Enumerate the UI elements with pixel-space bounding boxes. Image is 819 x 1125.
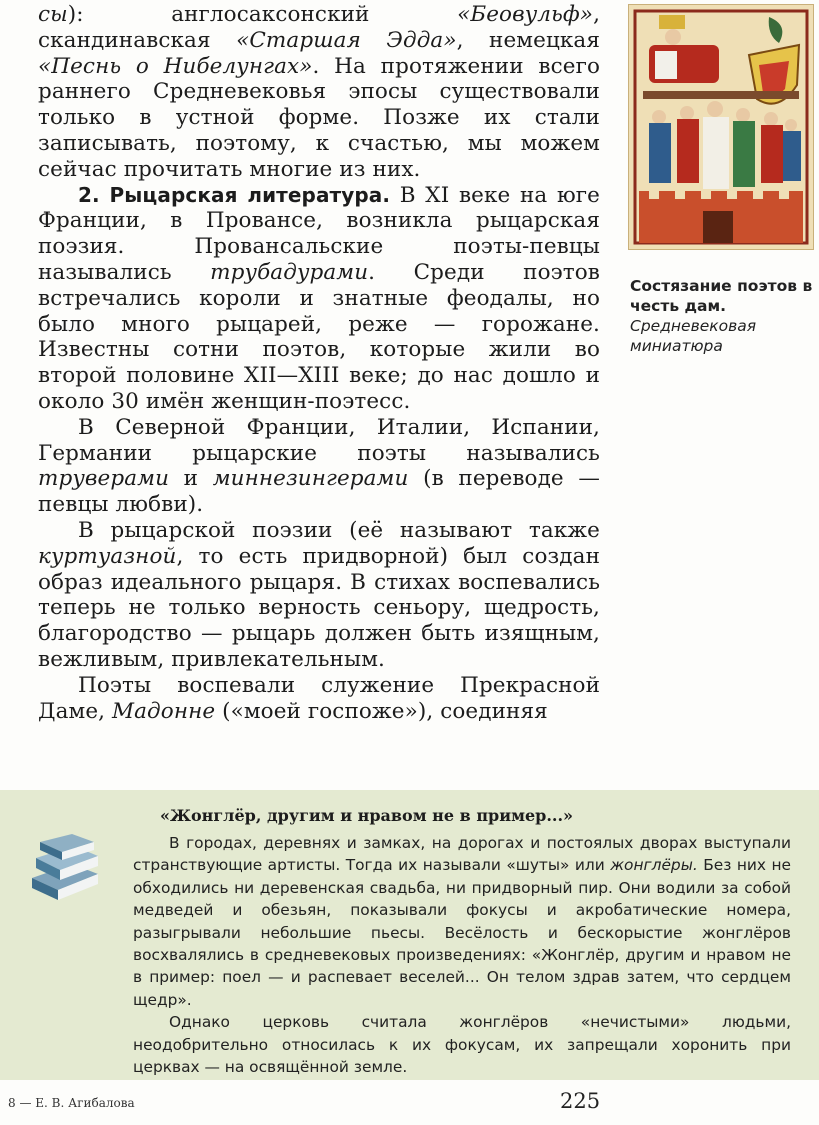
main-text (38, 2, 600, 724)
paragraph-knightly-literature: 2. Рыцарская литература. В XI веке на юге Франции, в Провансе, возникла рыцарская поэзия. Провансальские поэты-певцы назывались трубадурами. Среди поэтов встречались короли и знатные феодалы, но было много рыцарей, реже — горожане. Известны сотни поэтов, которые жили во второй половине XII—XIII веке; до нас дошло и около 30 имён женщин-поэтесс. (38, 182, 600, 414)
paragraph-epic-end: сы): англосаксонский «Беовульф», скандинавская «Старшая Эдда», немецкая «Песнь о Нибелунгах». На протяжении всего раннего Средневековья эпосы существовали только в устной форме. Позже их стали записывать, поэтому, к счастью, мы можем сейчас прочитать многие из них. (38, 2, 600, 182)
balcony-rail (643, 91, 799, 99)
sidebar-title: «Жонглёр, другим и нравом не в пример...» (160, 806, 574, 825)
page-number: 225 (560, 1089, 601, 1113)
paragraph-trouveres: В Северной Франции, Италии, Испании, Германии рыцарские поэты назывались труверами и миннезингерами (в переводе — певцы любви). (38, 414, 600, 518)
figure-caption (630, 276, 816, 356)
footer-signature: 8 — Е. В. Агибалова (8, 1096, 135, 1110)
ermine-cape (655, 51, 677, 79)
miniature-image (629, 5, 813, 249)
medieval-miniature-illustration (628, 4, 814, 250)
sidebar-body (133, 832, 791, 1078)
paragraph-courtly-poetry: В рыцарской поэзии (её называют также куртуазной, то есть придворной) был создан образ идеального рыцаря. В стихах воспевались теперь не только верность сеньору, щедрость, благородство — рыцарь должен быть изящным, вежливым, привлекательным. (38, 517, 600, 672)
crown (659, 15, 685, 29)
caption-subtitle: Средневековая миниатюра (630, 317, 757, 355)
caption-title: Состязание поэтов в честь дам. (630, 277, 813, 315)
king-head (665, 29, 681, 45)
section-heading: 2. Рыцарская литература. (78, 182, 391, 207)
sidebar-paragraph: В городах, деревнях и замках, на дорогах и постоялых дворах выступали странствующие артисты. Тогда их называли «шуты» или жонглёры. Без них не обходились ни деревенская свадьба, ни придворный пир. Они водили за собой медведей и обезьян, показывали фокусы и акробатические номера, разыгрывали небольшие пьесы. Весёлость и бескорыстие жонглёров восхвалялись в средневековых произведениях: «Жонглёр, другим и нравом не в пример: поел — и распевает веселей... Он телом здрав затем, что сердцем щедр». (133, 834, 791, 1009)
sidebar-paragraph: Однако церковь считала жонглёров «нечистыми» людьми, неодобрительно относилась к их фокусам, их запрещали хоронить при церквах — на освящённой земле. (133, 1013, 791, 1077)
castle-gate (703, 211, 733, 243)
books-icon (28, 834, 102, 906)
jugglers-sidebar (0, 790, 819, 1080)
paragraph-fair-lady: Поэты воспевали служение Прекрасной Даме, Мадонне («моей госпоже»), соединяя (38, 672, 600, 724)
